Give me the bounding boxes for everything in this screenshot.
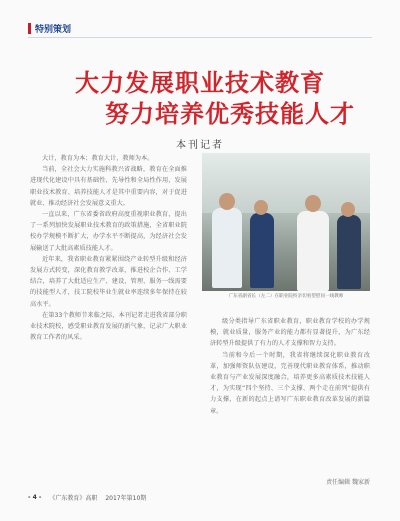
- journal-name: 《广东教育》高职: [49, 495, 98, 502]
- headline-line-2: 努力培养优秀技能人才: [105, 100, 355, 128]
- byline: 本刊记者: [176, 140, 224, 151]
- paragraph: 当前，全社会大力实施科教兴省战略，教育在全面推进现代化建设中具有基础性、先导性和全局性作用，发展职业技术教育、培养技能人才是其中重要内容，对于促进就业、推动经济社会发展意义重大。: [30, 166, 187, 207]
- photo-caption: 广东省副省长（左二）在职业院校亲切看望慰问一线教师: [228, 294, 344, 299]
- paragraph: 在第33个教师节来临之际，本刊记者走进我省部分职业技术院校，感受职业教育发展的新气象，记录广大职业教育工作者的风采。: [30, 311, 187, 342]
- section-tag-label: 特别策划: [35, 25, 72, 35]
- paragraph: 级分类指导广东省职业教育，职业教育学校的办学规模，就业质量，服务产业的能力都有显著提升，为广东经济转型升级提供了有力的人才支撑和智力支持。: [210, 318, 370, 348]
- article-photo: [202, 153, 370, 291]
- issue-label: 2017年第10期: [105, 495, 147, 502]
- paragraph: 大计，教育为本；教育大计，教师为本。: [42, 155, 154, 162]
- article-body-left: [30, 153, 187, 478]
- page-footer: [28, 493, 372, 502]
- section-tag-bar: [28, 23, 31, 34]
- paragraph: 一直以来，广东省委省政府高度重视职业教育，提出了一系列加快发展职业技术教育的政策措施，全省职业院校办学规模不断扩大，办学水平不断提高，为经济社会发展输送了大批高素质技能人才。: [30, 211, 187, 252]
- article-body-right: [210, 316, 370, 486]
- header-rule: [28, 37, 372, 38]
- paragraph: 近年来，我省职业教育紧紧围绕产业转型升级和经济发展方式转变，深化教育教学改革，推进校企合作、工学结合，培养了大批适应生产、建设、管理、服务一线需要的技能型人才，技工院校毕业生就业率连续多年保持在较高水平。: [30, 255, 187, 308]
- headline-line-1: 大力发展职业技术教育: [75, 69, 325, 97]
- author-sign: 责任编辑 魏家新: [326, 479, 370, 486]
- page-number: - 4 -: [28, 494, 42, 501]
- section-tag: [28, 22, 71, 35]
- paragraph: 当前和今后一个时期，我省将继续深化职业教育改革，加强师资队伍建设，完善现代职业教育体系，推动职业教育与产业发展深度融合，培养更多高素质技术技能人才，为实现“四个坚持、三个支撑、两个走在前列”提供有力支撑，在新的起点上谱写广东职业教育改革发展的新篇章。: [210, 351, 370, 415]
